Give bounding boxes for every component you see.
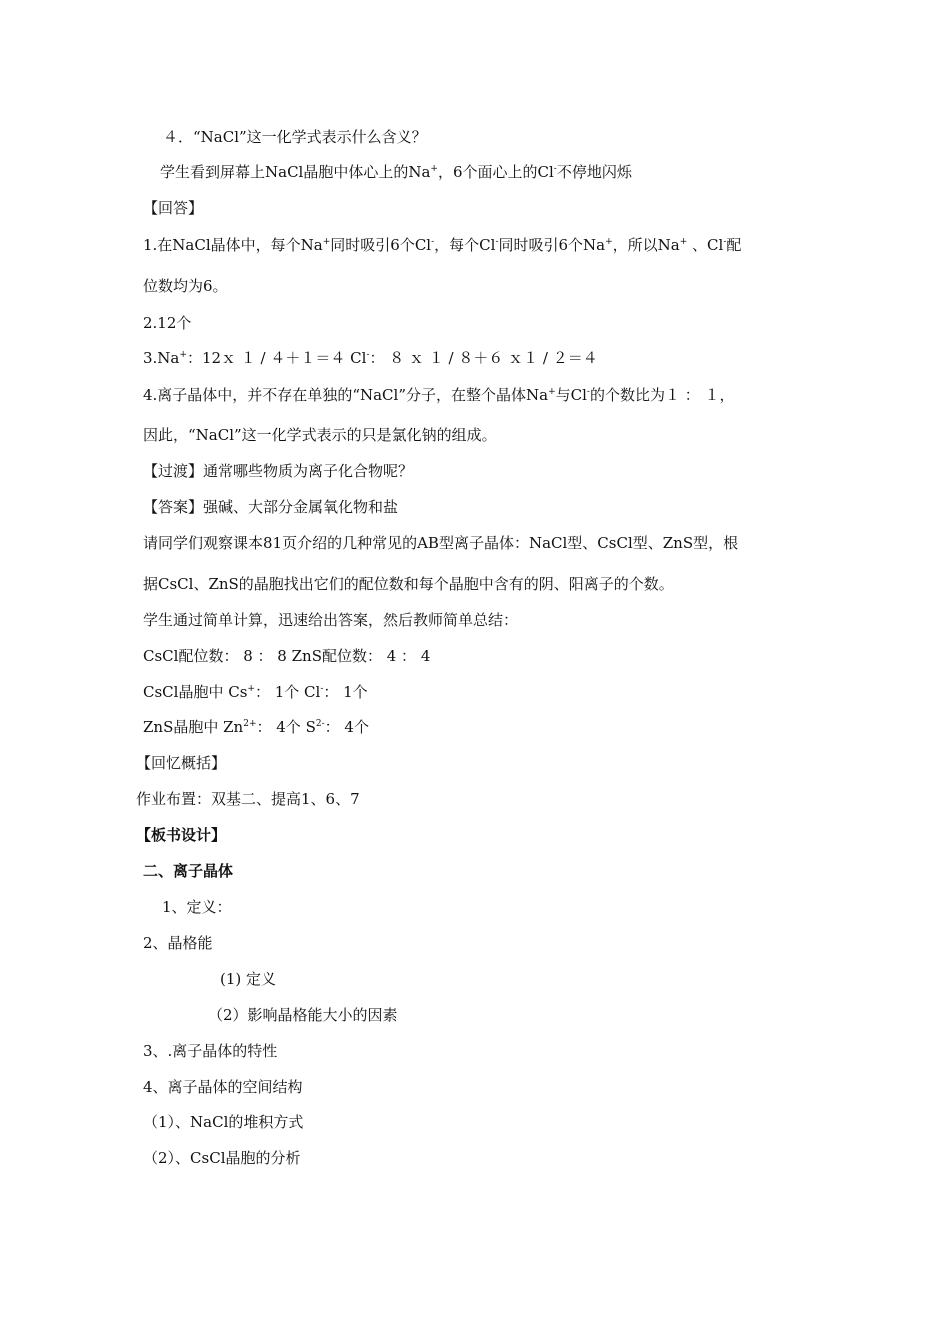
answer-2: 2.12个 bbox=[143, 314, 192, 332]
zns-cell-counts: ZnS晶胞中 $Zn^{2+}$： 4个 $S^{2-}$： 4个 bbox=[143, 718, 369, 736]
answer-1-continuation: 位数均为6。 bbox=[143, 277, 228, 295]
coordination-numbers: CsCl配位数： 8 ： 8 ZnS配位数： 4 ： 4 bbox=[143, 647, 431, 665]
outline-item-2-2: （2）影响晶格能大小的因素 bbox=[208, 1006, 398, 1024]
recall-heading: 【回忆概括】 bbox=[136, 754, 227, 772]
answer-4-line: 4.离子晶体中，并不存在单独的“NaCl”分子，在整个晶体Na+与Cl-的个数比为１ ： １， bbox=[143, 386, 735, 404]
answer-3-line: 3.Na+：12ｘ １ / ４＋１＝４ Cl-： ８ ｘ １ / ８＋６ ｘ１ / ２＝４ bbox=[143, 349, 598, 367]
section-ionic-crystal: 二、离子晶体 bbox=[143, 862, 234, 880]
board-design-heading: 【板书设计】 bbox=[136, 826, 227, 844]
outline-item-4: 4、离子晶体的空间结构 bbox=[143, 1078, 303, 1096]
answer-heading: 【回答】 bbox=[143, 199, 204, 217]
student-observation-line: 学生看到屏幕上NaCl晶胞中体心上的Na+，6个面心上的Cl-不停地闪烁 bbox=[160, 163, 632, 181]
outline-item-4-1: （1）、NaCl的堆积方式 bbox=[143, 1113, 304, 1131]
calculation-note: 学生通过简单计算，迅速给出答案，然后教师简单总结： bbox=[143, 611, 519, 629]
homework-line: 作业布置：双基二、提高1、6、7 bbox=[136, 790, 360, 808]
question-4: ４．“NaCl”这一化学式表示什么含义？ bbox=[163, 128, 427, 146]
observe-continuation: 据CsCl、ZnS的晶胞找出它们的配位数和每个晶胞中含有的阴、阳离子的个数。 bbox=[143, 575, 674, 593]
outline-item-2: 2、晶格能 bbox=[143, 934, 213, 952]
cscl-cell-counts: CsCl晶胞中 Cs+： 1个 Cl-： 1个 bbox=[143, 683, 368, 701]
outline-item-4-2: （2）、CsCl晶胞的分析 bbox=[143, 1149, 301, 1167]
outline-item-2-1: (1) 定义 bbox=[220, 970, 277, 988]
observe-instruction: 请同学们观察课本81页介绍的几种常见的AB型离子晶体：NaCl型、CsCl型、ZnS型，根 bbox=[143, 534, 739, 552]
answer-1-line: 1.在NaCl晶体中，每个Na+同时吸引6个Cl-，每个Cl-同时吸引6个Na+，所以Na+ 、Cl-配 bbox=[143, 236, 742, 254]
answer-4-continuation: 因此，“NaCl”这一化学式表示的只是氯化钠的组成。 bbox=[143, 426, 497, 444]
transition-line: 【过渡】通常哪些物质为离子化合物呢？ bbox=[143, 462, 414, 480]
answer-2-line: 【答案】强碱、大部分金属氧化物和盐 bbox=[143, 498, 399, 516]
outline-item-1: 1、定义： bbox=[162, 898, 232, 916]
outline-item-3: 3、.离子晶体的特性 bbox=[143, 1042, 278, 1060]
